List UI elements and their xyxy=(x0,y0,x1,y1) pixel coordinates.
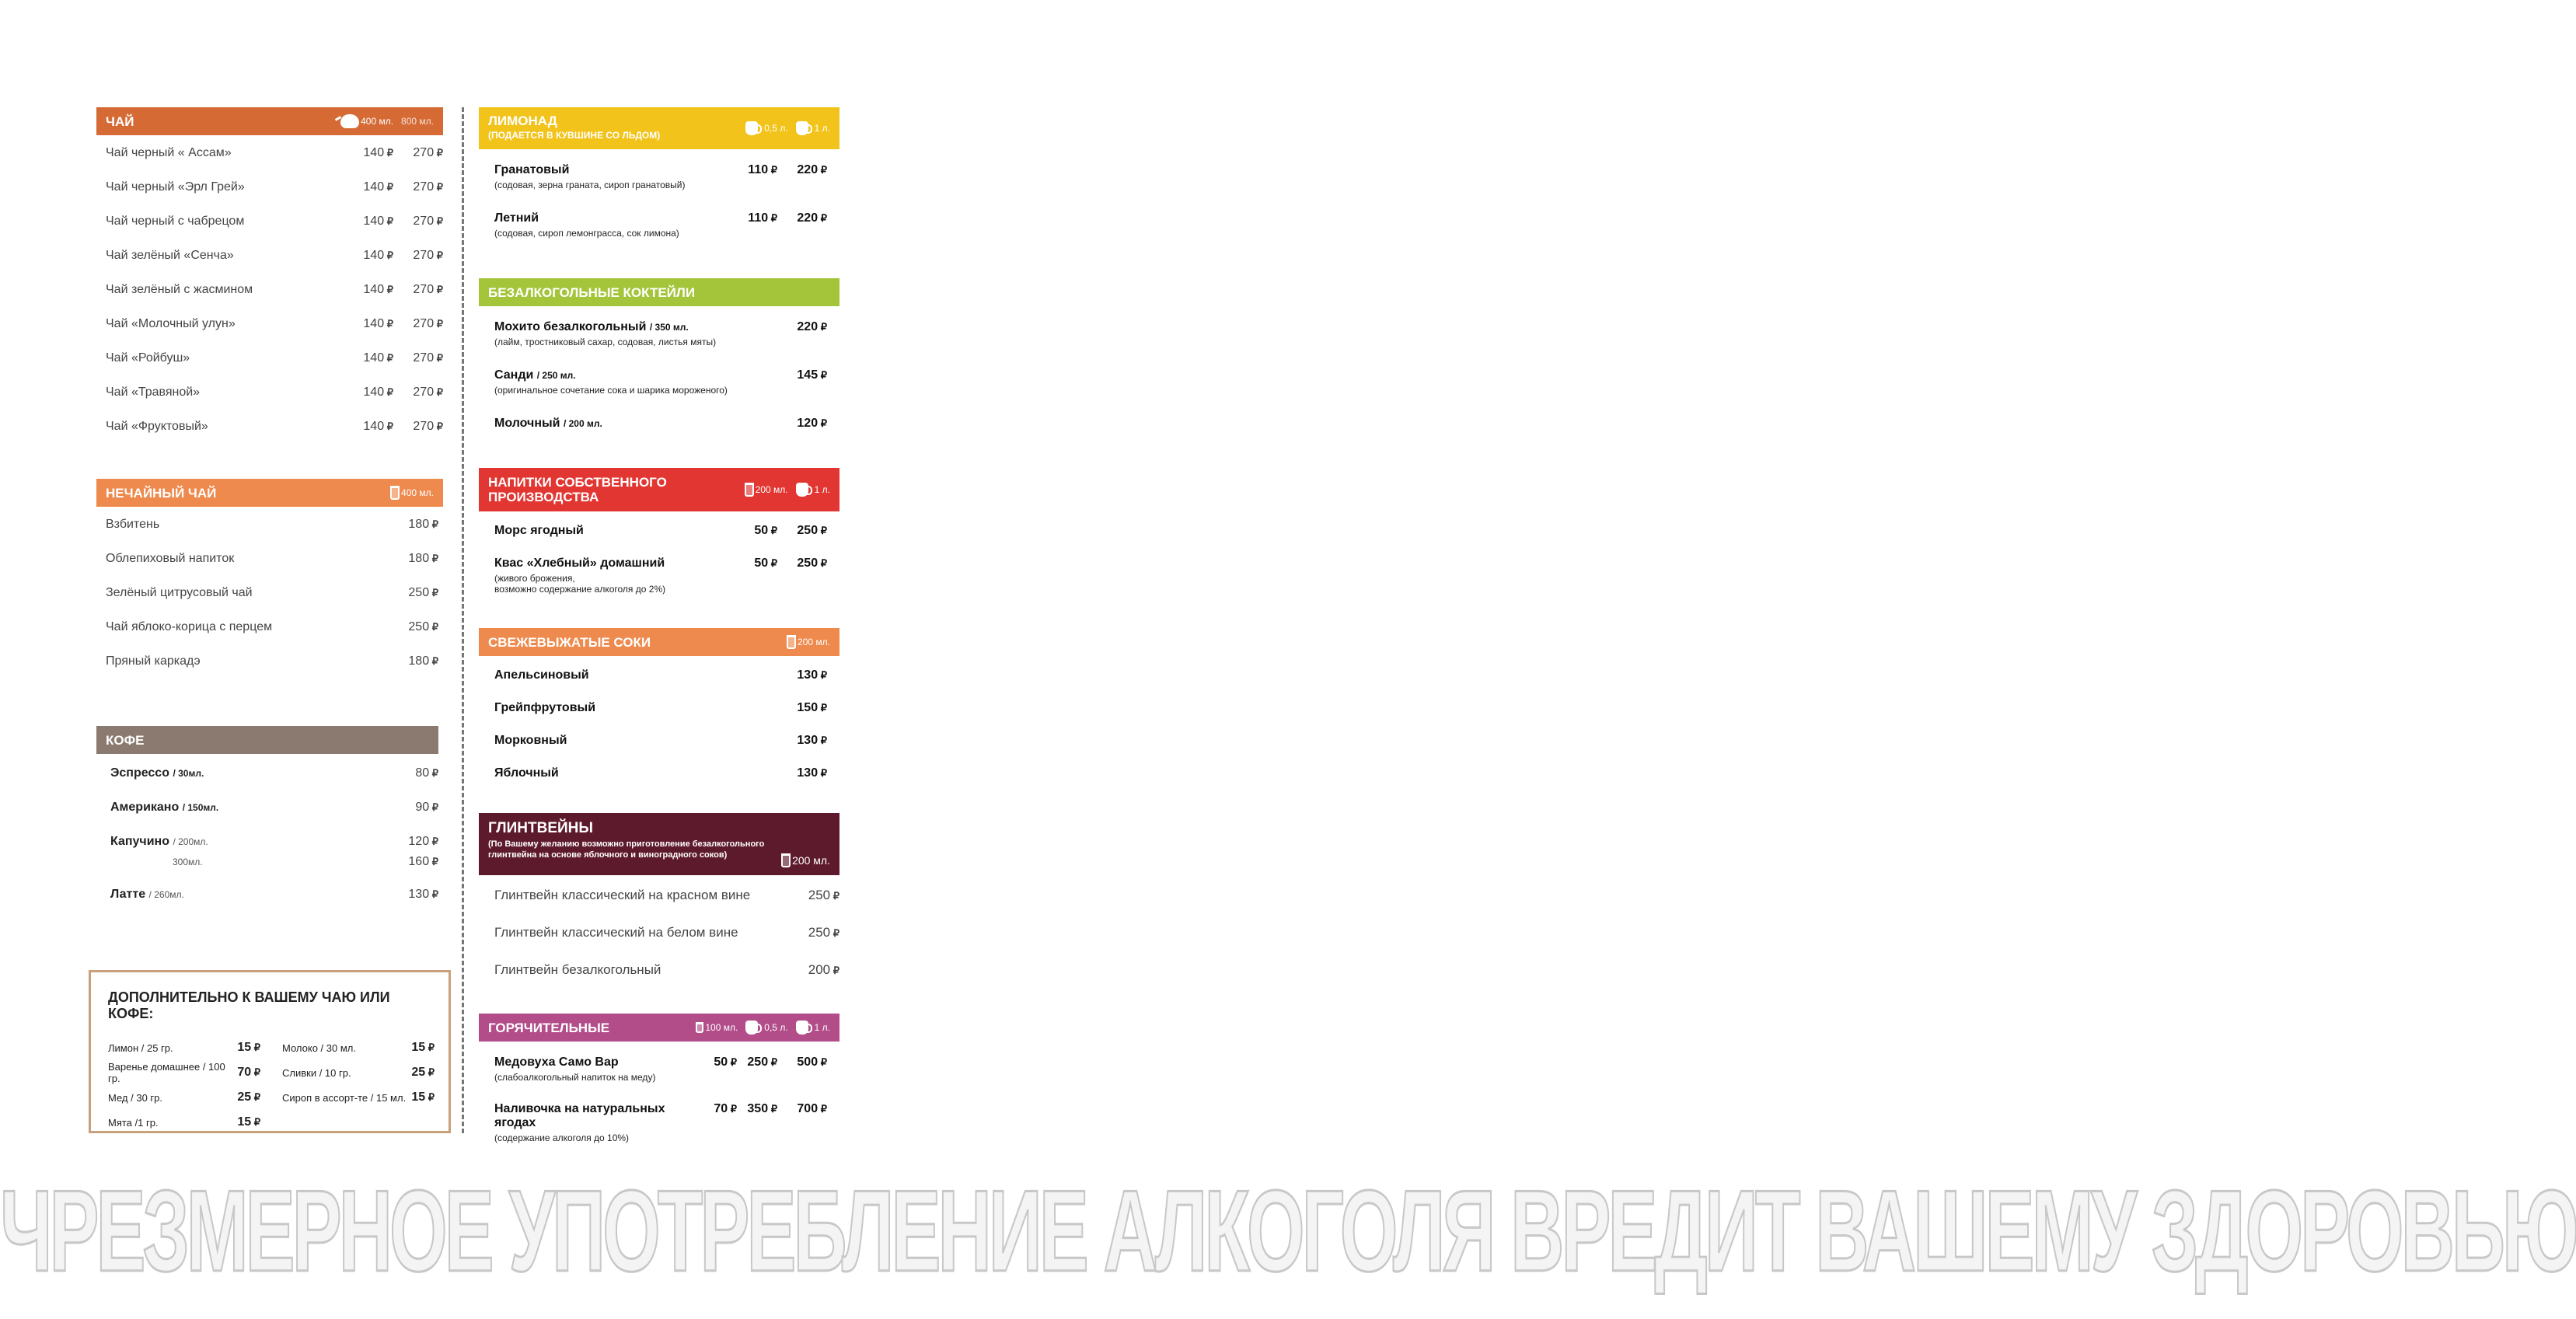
section-title: ЧАЙ xyxy=(106,113,134,129)
extra-item: Молоко / 30 мл. 15 ₽ xyxy=(282,1039,435,1056)
jug-icon xyxy=(745,121,758,135)
menu-item: Чай «Травяной» 140 ₽ 270 ₽ xyxy=(96,386,443,420)
section-subtitle-2: глинтвейна на основе яблочного и виноградного соков) xyxy=(488,850,728,860)
menu-item: Молочный / 200 мл. 120 ₽ xyxy=(479,417,839,445)
menu-item: Морс ягодный 50 ₽ 250 ₽ xyxy=(479,524,839,557)
menu-item: Чай черный «Эрл Грей» 140 ₽ 270 ₽ xyxy=(96,180,443,215)
section-title: СВЕЖЕВЫЖАТЫЕ СОКИ xyxy=(488,634,651,650)
tea-section xyxy=(96,107,443,454)
size-label: 1 л. xyxy=(814,1022,830,1033)
menu-item: Квас «Хлебный» домашний (живого брожения, возможно содержание алкоголя до 2%) 50 ₽ 250 ₽ xyxy=(479,557,839,605)
menu-item: Чай зелёный «Сенча» 140 ₽ 270 ₽ xyxy=(96,249,443,283)
size-label: 200 мл. xyxy=(792,854,830,867)
lemonade-header xyxy=(479,107,839,149)
menu-item: Чай зелёный с жасмином 140 ₽ 270 ₽ xyxy=(96,283,443,317)
jug-icon xyxy=(796,1021,808,1035)
menu-item: Грейпфрутовый 150 ₽ xyxy=(479,701,839,734)
section-title: НЕЧАЙНЫЙ ЧАЙ xyxy=(106,485,217,501)
section-subtitle: (ПОДАЕТСЯ В КУВШИНЕ СО ЛЬДОМ) xyxy=(488,130,661,141)
menu-item: Зелёный цитрусовый чай 250 ₽ xyxy=(96,586,443,620)
size-label: 400 мл. xyxy=(361,116,394,127)
coffee-section xyxy=(96,726,443,922)
glass-icon xyxy=(781,853,791,867)
size-label: 100 мл. xyxy=(705,1022,738,1033)
menu-item: Пряный каркадэ 180 ₽ xyxy=(96,654,443,689)
fresh-juice-section xyxy=(479,628,839,790)
non-tea-header xyxy=(96,479,443,507)
mulled-wine-header xyxy=(479,813,839,875)
spirits-header xyxy=(479,1014,839,1042)
size-label: 0,5 л. xyxy=(764,123,788,134)
juice-header xyxy=(479,628,839,656)
extras-box xyxy=(89,970,451,1133)
menu-item: Капучино / 200мл. 120 ₽ xyxy=(96,835,443,855)
section-title: КОФЕ xyxy=(106,732,145,748)
alcohol-warning: ЧРЕЗМЕРНОЕ УПОТРЕБЛЕНИЕ АЛКОГОЛЯ ВРЕДИТ ВАШЕМУ ЗДОРОВЬЮ xyxy=(0,1167,2576,1296)
left-column xyxy=(96,107,443,922)
column-divider xyxy=(462,107,464,1133)
menu-item: Медовуха Само Вар (слабоалкогольный напиток на меду) 50 ₽ 250 ₽ 500 ₽ xyxy=(479,1056,839,1102)
section-title: НАПИТКИ СОБСТВЕННОГО xyxy=(488,475,667,490)
nonalcoholic-header xyxy=(479,278,839,306)
menu-item: Глинтвейн безалкогольный 200 ₽ xyxy=(479,962,839,990)
glass-icon xyxy=(745,483,754,497)
menu-item: Чай черный « Ассам» 140 ₽ 270 ₽ xyxy=(96,146,443,180)
extra-item: Сироп в ассорт-те / 15 мл. 15 ₽ xyxy=(282,1089,435,1106)
non-tea-section xyxy=(96,479,443,689)
menu-item: Глинтвейн классический на белом вине 250 ₽ xyxy=(479,925,839,962)
own-production-section xyxy=(479,468,839,605)
section-title: ГОРЯЧИТЕЛЬНЫЕ xyxy=(488,1020,610,1035)
extra-item: Варенье домашнее / 100 гр. 70 ₽ xyxy=(108,1064,260,1081)
menu-item: Чай «Фруктовый» 140 ₽ 270 ₽ xyxy=(96,420,443,454)
jug-icon xyxy=(745,1021,758,1035)
spirits-section xyxy=(479,1014,839,1141)
menu-item: Эспрессо / 30мл. 80 ₽ xyxy=(96,766,443,801)
extra-item: Сливки / 10 гр. 25 ₽ xyxy=(282,1064,435,1081)
size-label: 400 мл. xyxy=(401,487,434,498)
right-column xyxy=(479,107,839,1141)
shot-glass-icon xyxy=(696,1022,703,1033)
menu-item: Латте / 260мл. 130 ₽ xyxy=(96,888,443,922)
menu-item: Мохито безалкогольный / 350 мл. (лайм, тростниковый сахар, содовая, листья мяты) 220 ₽ xyxy=(479,320,839,368)
nonalcoholic-cocktails-section xyxy=(479,278,839,445)
menu-item: Чай «Молочный улун» 140 ₽ 270 ₽ xyxy=(96,317,443,351)
menu-item-extra-size: 300мл. 160 ₽ xyxy=(96,855,443,888)
section-title: ЛИМОНАД xyxy=(488,113,557,128)
size-label: 0,5 л. xyxy=(764,1022,788,1033)
tea-header xyxy=(96,107,443,135)
size-label: 800 мл. xyxy=(401,116,434,127)
menu-item: Американо / 150мл. 90 ₽ xyxy=(96,801,443,835)
menu-item: Летний (содовая, сироп лемонграсса, сок лимона) 110 ₽ 220 ₽ xyxy=(479,211,839,255)
menu-item: Взбитень 180 ₽ xyxy=(96,518,443,552)
glass-icon xyxy=(787,635,796,649)
extra-item: Мед / 30 гр. 25 ₽ xyxy=(108,1089,260,1106)
menu-item: Апельсиновый 130 ₽ xyxy=(479,668,839,701)
menu-item: Морковный 130 ₽ xyxy=(479,734,839,766)
menu-item: Санди / 250 мл. (оригинальное сочетание сока и шарика мороженого) 145 ₽ xyxy=(479,368,839,417)
section-subtitle: (По Вашему желанию возможно приготовление безалкогольного xyxy=(488,839,765,849)
coffee-header xyxy=(96,726,438,754)
section-title-line2: ПРОИЗВОДСТВА xyxy=(488,490,599,504)
glass-icon xyxy=(390,486,400,500)
size-label: 200 мл. xyxy=(798,637,830,647)
menu-item: Глинтвейн классический на красном вине 250 ₽ xyxy=(479,888,839,925)
menu-item: Чай яблоко-корица с перцем 250 ₽ xyxy=(96,620,443,654)
menu-item: Чай черный с чабрецом 140 ₽ 270 ₽ xyxy=(96,215,443,249)
menu-item: Гранатовый (содовая, зерна граната, сироп гранатовый) 110 ₽ 220 ₽ xyxy=(479,163,839,211)
extra-item: Лимон / 25 гр. 15 ₽ xyxy=(108,1039,260,1056)
extras-title: ДОПОЛНИТЕЛЬНО К ВАШЕМУ ЧАЮ ИЛИ КОФЕ: xyxy=(108,989,390,1021)
section-title: ГЛИНТВЕЙНЫ xyxy=(488,820,593,836)
size-label: 1 л. xyxy=(814,123,830,134)
section-title: БЕЗАЛКОГОЛЬНЫЕ КОКТЕЙЛИ xyxy=(488,284,696,300)
jug-icon xyxy=(796,121,808,135)
extra-item: Мята /1 гр. 15 ₽ xyxy=(108,1114,260,1131)
menu-item: Облепиховый напиток 180 ₽ xyxy=(96,552,443,586)
size-label: 200 мл. xyxy=(755,484,788,495)
menu-item: Чай «Ройбуш» 140 ₽ 270 ₽ xyxy=(96,351,443,386)
lemonade-section xyxy=(479,107,839,255)
teapot-icon xyxy=(340,114,359,128)
own-production-header xyxy=(479,468,839,511)
mulled-wine-section xyxy=(479,813,839,990)
size-label: 1 л. xyxy=(814,484,830,495)
menu-item: Яблочный 130 ₽ xyxy=(479,766,839,790)
jug-icon xyxy=(796,483,808,497)
menu-item: Наливочка на натуральных ягодах (содержание алкоголя до 10%) 70 ₽ 350 ₽ 700 ₽ xyxy=(479,1102,839,1141)
